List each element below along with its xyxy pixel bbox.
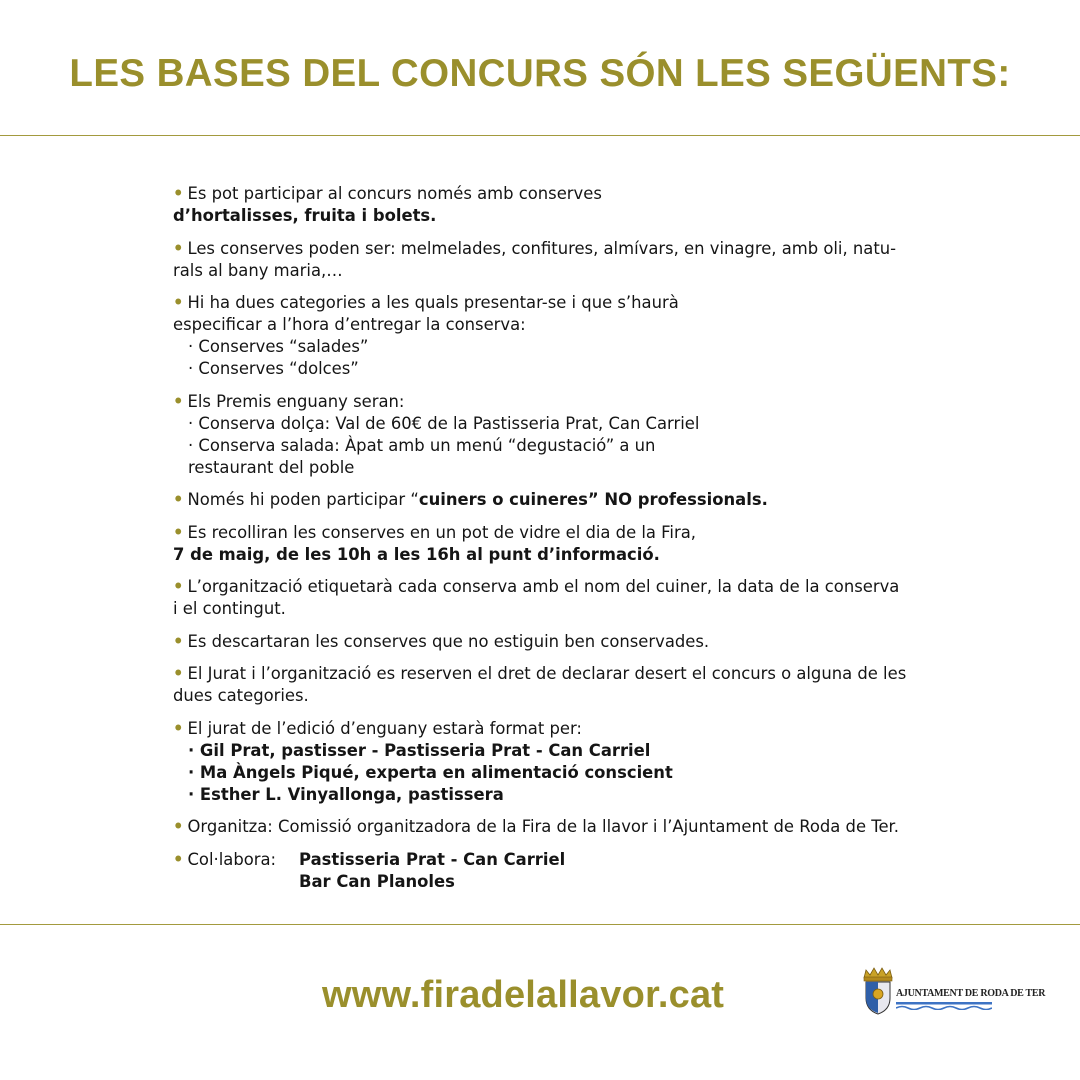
top-divider bbox=[0, 135, 1080, 136]
bullet-icon: • bbox=[173, 631, 184, 651]
water-waves-icon bbox=[896, 1002, 992, 1010]
list-item: • Hi ha dues categories a les quals presentar-se i que s’haurà especificar a l’hora d’entregar la conserva: · Conserves “salades” · Conserves “dolces” bbox=[173, 293, 679, 378]
bullet-icon: • bbox=[173, 577, 184, 596]
coat-of-arms-icon bbox=[858, 966, 898, 1016]
logo-text: AJUNTAMENT DE RODA DE TER bbox=[896, 988, 1046, 999]
bullet-icon: • bbox=[173, 817, 184, 836]
bullet-icon: • bbox=[173, 238, 184, 258]
website-link[interactable]: www.firadelallavor.cat bbox=[322, 974, 725, 1016]
bullet-icon: • bbox=[173, 391, 184, 411]
page-title: LES BASES DEL CONCURS SÓN LES SEGÜENTS: bbox=[69, 52, 1011, 95]
bullet-icon: • bbox=[173, 522, 184, 542]
rules-list bbox=[173, 183, 993, 903]
list-item: • Organitza: Comissió organitzadora de la Fira de la llavor i l’Ajuntament de Roda de Ter. bbox=[173, 817, 899, 836]
bottom-divider bbox=[0, 924, 1080, 925]
ajuntament-logo bbox=[858, 966, 1046, 1016]
list-item: • L’organització etiquetarà cada conserva amb el nom del cuiner, la data de la conserva i el contingut. bbox=[173, 577, 900, 618]
list-item-collabora: • Col·labora: Pastisseria Prat - Can Carriel Bar Can Planoles bbox=[173, 849, 566, 891]
list-item: • Només hi poden participar “cuiners o cuineres” NO professionals. bbox=[173, 490, 768, 509]
bullet-icon: • bbox=[173, 718, 184, 738]
list-item: • El jurat de l’edició d’enguany estarà format per: · Gil Prat, pastisser - Pastisseria Prat - Can Carriel · Ma Àngels Piqué, experta en alimentació conscient · Esther L. Vinyallonga, pastissera bbox=[173, 718, 673, 804]
bullet-icon: • bbox=[173, 490, 184, 509]
list-item: • Es recolliran les conserves en un pot de vidre el dia de la Fira, 7 de maig, de les 10h a les 16h al punt d’informació. bbox=[173, 522, 696, 564]
list-item: • El Jurat i l’organització es reserven el dret de declarar desert el concurs o alguna de les dues categories. bbox=[173, 664, 907, 705]
list-item: • Es descartaran les conserves que no estiguin ben conservades. bbox=[173, 631, 710, 651]
bullet-icon: • bbox=[173, 664, 184, 683]
bullet-icon: • bbox=[173, 184, 184, 203]
list-item: • Es pot participar al concurs només amb conserves d’hortalisses, fruita i bolets. bbox=[173, 184, 602, 225]
bullet-icon: • bbox=[173, 293, 184, 312]
list-item: • Els Premis enguany seran: · Conserva dolça: Val de 60€ de la Pastisseria Prat, Can Carriel · Conserva salada: Àpat amb un menú “degustació” a un restaurant del poble bbox=[173, 391, 700, 477]
list-item: • Les conserves poden ser: melmelades, confitures, almívars, en vinagre, amb oli, natu- rals al bany maria,… bbox=[173, 238, 897, 280]
bullet-icon: • bbox=[173, 849, 184, 869]
